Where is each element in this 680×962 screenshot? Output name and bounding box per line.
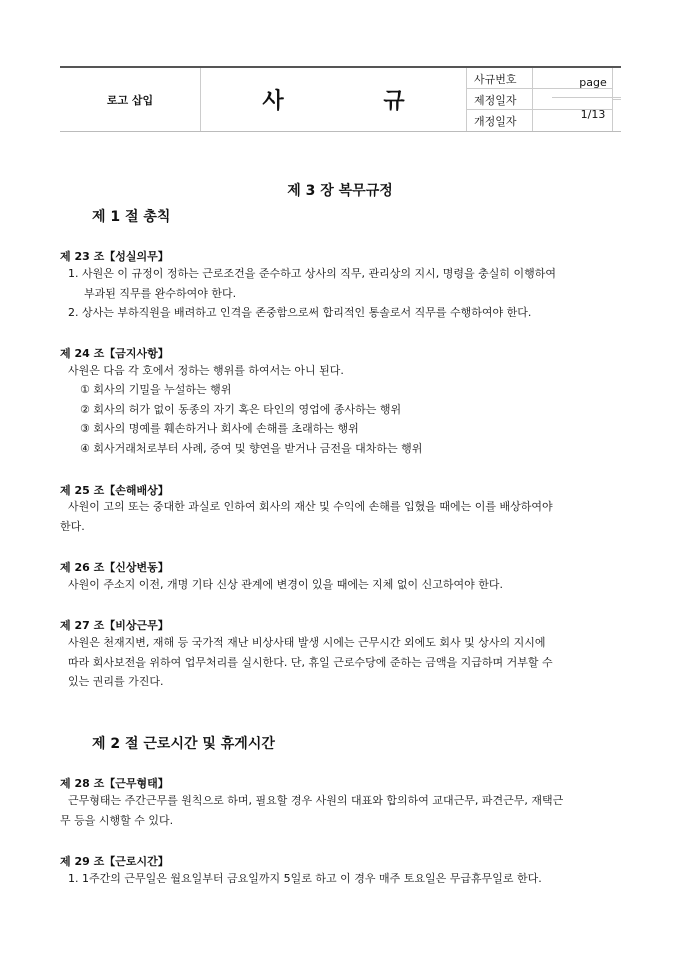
page-label: page xyxy=(579,75,607,89)
divider xyxy=(552,97,621,98)
article-line: 있는 권리를 가진다. xyxy=(68,675,164,688)
article-heading: 제 25 조【손해배상】 xyxy=(60,484,169,497)
chapter-title: 제 3 장 복무규정 xyxy=(287,183,393,199)
article-line: 사원은 천재지변, 재해 등 국가적 재난 비상사태 발생 시에는 근무시간 외에도 회사 및 상사의 지시에 xyxy=(68,636,546,649)
section-title: 제 1 절 총칙 xyxy=(92,209,171,225)
section-title: 제 2 절 근로시간 및 휴게시간 xyxy=(92,736,275,752)
article-line: ③ 회사의 명예를 훼손하거나 회사에 손해를 초래하는 행위 xyxy=(80,422,359,435)
document-title: 사 규 xyxy=(262,89,451,114)
article-line: 사원이 주소지 이전, 개명 기타 신상 관계에 변경이 있을 때에는 지체 없이 신고하여야 한다. xyxy=(68,578,503,591)
revision-date-label: 개정일자 xyxy=(474,115,517,128)
divider xyxy=(466,68,467,131)
regulation-number-label: 사규번호 xyxy=(474,73,517,86)
article-line: 사원이 고의 또는 중대한 과실로 인하여 회사의 재산 및 수익에 손해를 입혔을 때에는 이를 배상하여야 xyxy=(68,500,553,513)
article-line: ② 회사의 허가 없이 동종의 자기 혹은 타인의 영업에 종사하는 행위 xyxy=(80,403,402,416)
article-line: 1. 사원은 이 규정이 정하는 근로조건을 준수하고 상사의 직무, 관리상의 지시, 명령을 충실히 이행하여 xyxy=(68,267,556,280)
page-number: 1/13 xyxy=(580,107,606,121)
article-heading: 제 29 조【근로시간】 xyxy=(60,855,169,868)
article-heading: 제 24 조【금지사항】 xyxy=(60,347,169,360)
article-heading: 제 26 조【신상변동】 xyxy=(60,561,169,574)
article-line: 부과된 직무를 완수하여야 한다. xyxy=(84,287,237,300)
article-heading: 제 28 조【근무형태】 xyxy=(60,777,169,790)
article-line: 사원은 다음 각 호에서 정하는 행위를 하여서는 아니 된다. xyxy=(68,364,344,377)
divider xyxy=(532,68,533,131)
article-line: 한다. xyxy=(60,520,85,533)
article-line: ① 회사의 기밀을 누설하는 행위 xyxy=(80,383,232,396)
article-line: 2. 상사는 부하직원을 배려하고 인격을 존중함으로써 합리적인 통솔로서 직무를 수행하여야 한다. xyxy=(68,306,532,319)
article-heading: 제 27 조【비상근무】 xyxy=(60,619,169,632)
article-heading: 제 23 조【성실의무】 xyxy=(60,250,169,263)
article-line: ④ 회사거래처로부터 사례, 증여 및 향연을 받거나 금전을 대차하는 행위 xyxy=(80,442,423,455)
article-line: 근무형태는 주간근무를 원칙으로 하며, 필요할 경우 사원의 대표와 합의하여 교대근무, 파견근무, 재택근 xyxy=(68,794,564,807)
document-header xyxy=(60,66,621,132)
article-line: 1. 1주간의 근무일은 월요일부터 금요일까지 5일로 하고 이 경우 매주 토요일은 무급휴무일로 한다. xyxy=(68,872,542,885)
article-line: 무 등을 시행할 수 있다. xyxy=(60,814,174,827)
article-line: 따라 회사보전을 위하여 업무처리를 실시한다. 단, 휴일 근로수당에 준하는 금액을 지급하며 거부할 수 xyxy=(68,656,553,669)
enactment-date-label: 제정일자 xyxy=(474,94,517,107)
logo-placeholder: 로고 삽입 xyxy=(106,93,154,107)
